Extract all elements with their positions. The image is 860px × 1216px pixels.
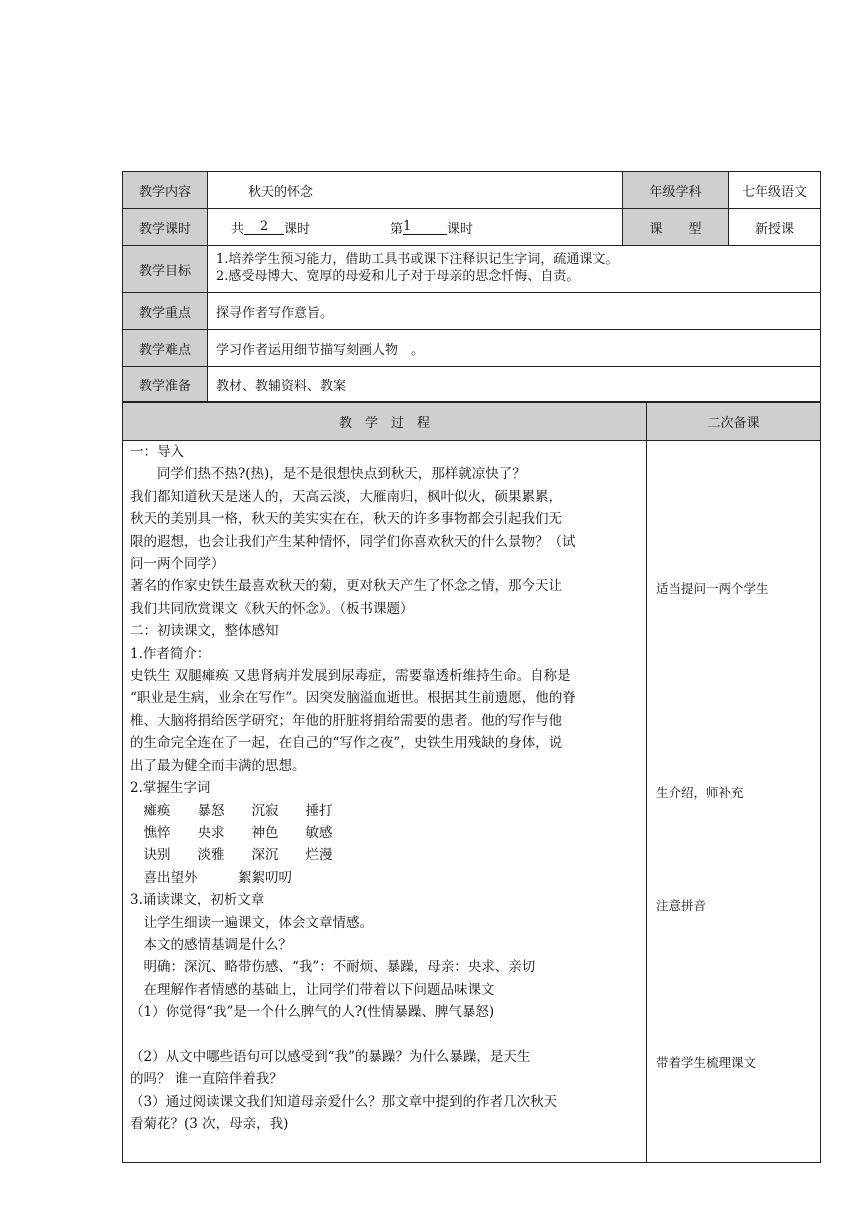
notes-title: 二次备课	[707, 416, 760, 431]
process-line: 问一两个同学）	[130, 556, 225, 573]
process-line: 史铁生 双腿瘫痪 又患肾病并发展到尿毒症，需要靠透析维持生命。自称是	[130, 668, 571, 685]
period-current-suffix: 课时	[447, 221, 474, 237]
content-label: 教学内容	[138, 184, 191, 200]
side-note: 注意拼音	[656, 898, 707, 913]
focus-value: 探寻作者写作意旨。	[216, 305, 334, 321]
col-divider	[646, 401, 647, 1163]
difficulty-label: 教学难点	[138, 342, 191, 358]
goals-list	[216, 251, 816, 285]
process-line: 椎、大脑将捐给医学研究；年他的肝脏将捐给需要的患者。他的写作与他	[130, 712, 562, 729]
process-line: 看菊花？(3 次，母亲，我)	[130, 1116, 289, 1133]
period-total: 2	[244, 220, 284, 235]
prep-label: 教学准备	[138, 378, 191, 394]
side-note: 适当提问一两个学生	[656, 581, 769, 596]
row-divider	[122, 245, 821, 246]
process-line: （3）通过阅读课文我们知道母亲爱什么？那文章中提到的作者几次秋天	[130, 1093, 558, 1110]
grade-label: 年级学科	[649, 184, 702, 200]
process-line: 本文的感情基调是什么？	[130, 936, 292, 953]
period-label: 教学课时	[138, 221, 191, 237]
process-line: 二：初读课文，整体感知	[130, 623, 279, 640]
difficulty-value: 学习作者运用细节描写刻画人物 。	[216, 342, 425, 358]
period-total-prefix: 共	[231, 221, 245, 237]
process-title: 教 学 过 程	[338, 416, 430, 431]
process-line: 的吗？ 谁一直陪伴着我？	[130, 1071, 283, 1088]
process-line: 明确：深沉、略带伤感、“我”：不耐烦、暴躁，母亲：央求、亲切	[130, 959, 536, 976]
content-value: 秋天的怀念	[248, 184, 314, 200]
process-line: 憔悴 央求 神色 敏感	[130, 824, 333, 841]
goal-item: 2.感受母博大、宽厚的母爱和儿子对于母亲的思念忏悔、自责。	[216, 269, 580, 284]
process-line: （1）你觉得“我”是一个什么脾气的人?(性情暴躁、脾气暴怒)	[130, 1004, 495, 1021]
table-border-bottom	[122, 1162, 821, 1163]
process-line: 一：导入	[130, 444, 184, 460]
process-line: （2）从文中哪些语句可以感受到“我”的暴躁？为什么暴躁，是天生	[130, 1048, 531, 1065]
process-line: 1.作者简介：	[130, 645, 211, 662]
grade-value: 七年级语文	[741, 184, 807, 200]
process-line: “职业是生病，业余在写作”。因突发脑溢血逝世。根据其生前遗愿，他的脊	[130, 690, 576, 707]
process-line: 我们共同欣赏课文《秋天的怀念》。（板书课题）	[130, 600, 414, 617]
process-line: 在理解作者情感的基础上，让同学们带着以下问题品味课文	[130, 981, 495, 998]
period-value	[231, 209, 621, 245]
period-current: 1	[403, 220, 447, 235]
table-border-right	[820, 171, 821, 1163]
process-line: 瘫痪 暴怒 沉寂 捶打	[130, 802, 333, 819]
process-line: 喜出望外 絮絮叨叨	[130, 869, 292, 886]
type-label: 课 型	[649, 221, 702, 237]
goals-label: 教学目标	[138, 263, 191, 279]
process-line: 诀别 淡雅 深沉 烂漫	[130, 847, 333, 864]
prep-value: 教材、教辅资料、教案	[216, 378, 347, 394]
process-line: 我们都知道秋天是迷人的，天高云淡，大雁南归，枫叶似火，硕果累累，	[130, 488, 562, 505]
process-line: 让学生细读一遍课文，体会文章情感。	[130, 914, 373, 931]
period-total-suffix: 课时	[284, 221, 311, 237]
process-line: 同学们热不热?(热)，是不是很想快点到秋天，那样就凉快了？	[130, 466, 526, 483]
side-note: 生介绍，师补充	[656, 785, 744, 800]
focus-label: 教学重点	[138, 305, 191, 321]
process-line: 的生命完全连在了一起，在自己的“写作之夜”，史铁生用残缺的身体，说	[130, 735, 563, 752]
process-line: 限的遐想，也会让我们产生某种情怀，同学们你喜欢秋天的什么景物？（试	[130, 533, 576, 550]
col-divider	[207, 171, 208, 402]
process-line: 2.掌握生字词	[130, 780, 211, 797]
type-value: 新授课	[754, 221, 794, 237]
process-body	[130, 441, 642, 1136]
process-line: 出了最为健全而丰满的思想。	[130, 757, 306, 774]
goal-item: 1.培养学生预习能力，借助工具书或课下注释识记生字词，疏通课文。	[216, 252, 619, 267]
process-line: 著名的作家史铁生最喜欢秋天的菊，更对秋天产生了怀念之情，那今天让	[130, 578, 562, 595]
side-note: 带着学生梳理课文	[656, 1055, 757, 1070]
process-line: 秋天的美别具一格，秋天的美实实在在，秋天的许多事物都会引起我们无	[130, 511, 562, 528]
process-line	[130, 1024, 642, 1046]
process-line: 3.诵读课文，初析文章	[130, 892, 265, 909]
period-current-prefix: 第	[390, 221, 404, 237]
